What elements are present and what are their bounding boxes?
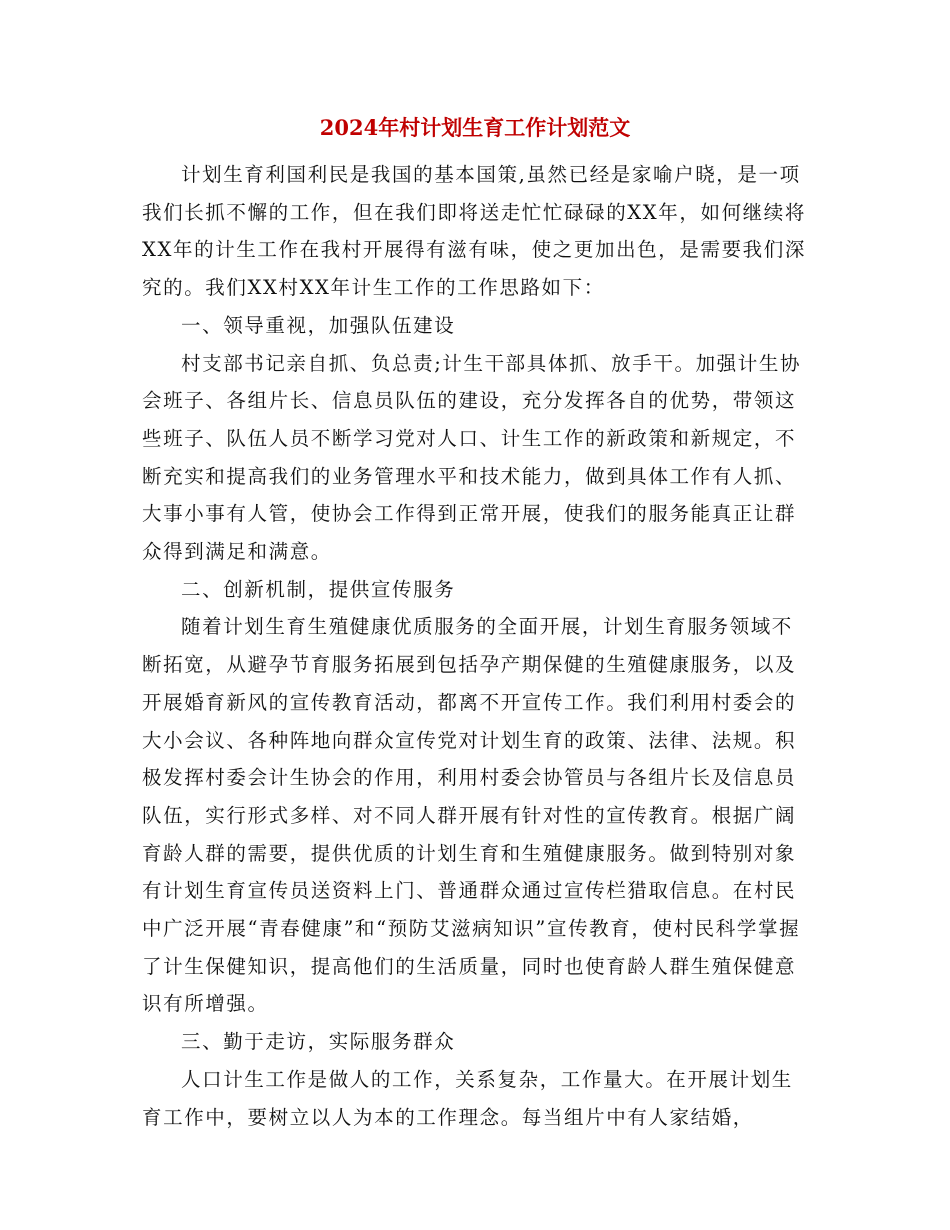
document-body xyxy=(142,156,808,1136)
section-heading-2: 二、创新机制，提供宣传服务 xyxy=(181,577,456,601)
section-heading-1: 一、领导重视，加强队伍建设 xyxy=(181,313,456,337)
section-paragraph-2: 随着计划生育生殖健康优质服务的全面开展，计划生育服务领域不断拓宽，从避孕节育服务拓展到包括孕产期保健的生殖健康服务，以及开展婚育新风的宣传教育活动，都离不开宣传工作。我们利用村委会的大小会议、各种阵地向群众宣传党对计划生育的政策、法律、法规。积极发挥村委会计生协会的作用，利用村委会协管员与各组片长及信息员队伍，实行形式多样、对不同人群开展有针对性的宣传教育。根据广阔育龄人群的需要，提供优质的计划生育和生殖健康服务。做到特别对象有计划生育宣传员送资料上门、普通群众通过宣传栏猎取信息。在村民中广泛开展“青春健康”和“预防艾滋病知识”宣传教育，使村民科学掌握了计生保健知识，提高他们的生活质量，同时也使育龄人群生殖保健意识有所增强。 xyxy=(142,615,801,1016)
document-title: 2024年村计划生育工作计划范文 xyxy=(319,115,631,140)
section-paragraph-1: 村支部书记亲自抓、负总责;计生干部具体抓、放手干。加强计生协会班子、各组片长、信息员队伍的建设，充分发挥各自的优势，带领这些班子、队伍人员不断学习党对人口、计生工作的新政策和新规定，不断充实和提高我们的业务管理水平和技术能力，做到具体工作有人抓、大事小事有人管，使协会工作得到正常开展，使我们的服务能真正让群众得到满足和满意。 xyxy=(142,351,802,564)
section-paragraph-3: 人口计生工作是做人的工作，关系复杂，工作量大。在开展计划生育工作中，要树立以人为本的工作理念。每当组片中有人家结婚， xyxy=(142,1067,793,1129)
section-heading-3: 三、勤于走访，实际服务群众 xyxy=(181,1030,456,1054)
intro-paragraph: 计划生育利国利民是我国的基本国策,虽然已经是家喻户晓，是一项我们长抓不懈的工作，但在我们即将送走忙忙碌碌的XX年，如何继续将XX年的计生工作在我村开展得有滋有味，使之更加出色，是需要我们深究的。我们XX村XX年计生工作的工作思路如下： xyxy=(142,163,806,300)
